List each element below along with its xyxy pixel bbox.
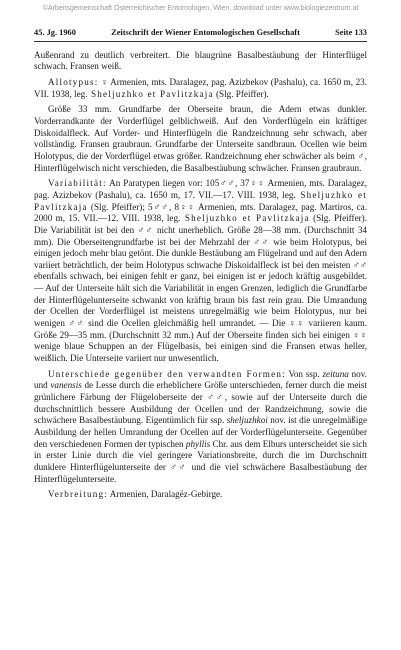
watermark: ©Arbeitsgemeinschaft Österreichischer Entomologen, Wien, download unter www.biologiezentrum.at bbox=[42, 3, 359, 12]
label-verbreitung: Verbreitung: bbox=[48, 489, 109, 500]
page bbox=[34, 27, 367, 501]
paragraph-allotypus: Allotypus: ♀ Armenien, mts. Daralagez, pag. Azizbekov (Pashalu), ca. 1650 m, 23. VII. 1938, leg. Sheljuzhko et Pavlitzkaja (Slg. Pfeiffer). bbox=[34, 76, 367, 99]
running-header bbox=[34, 27, 367, 42]
label-variabilitaet: Variabilität: bbox=[48, 178, 107, 189]
paragraph-unterschiede: Unterschiede gegenüber den verwandten Formen: Von ssp. zeituna nov. und vanensis de Lesse durch die erheblichere Größe unterschieden, ferner durch die meist grünlichere Färbung der Flügeloberseite der ♂♂, sowie auf der Unterseite durch die durchschnittlich bessere Ausbildung der Ocellen und der Randzeichnung, sowie die schwächere Basalbestäubung. Eigentümlich für ssp. sheljuzhkoi nov. ist die unregelmäßige Ausbildung der hellen Umrandung der Ocellen auf der Vorderflügelunterseite. Gegenüber den verschiedenen Formen der typischen phyllis Chr. aus dem Elburs unterscheidet sie sich in erster Linie durch die viel geringere Variationsbreite, durch die im Durchschnitt dunklere Hinterflügelunterseite der ♂♂ und die viel schwächere Basalbestäubung der Hinterflügelunterseite. bbox=[34, 368, 368, 484]
paragraph-1: Außenrand zu deutlich verbreitert. Die blaugrüne Basalbestäubung der Hinterflügel schwach. Fransen weiß. bbox=[34, 49, 367, 72]
label-allotypus: Allotypus: bbox=[48, 76, 99, 87]
paragraph-verbreitung: Verbreitung: Armenien, Daralagëz-Gebirge. bbox=[48, 489, 223, 500]
body-text bbox=[34, 50, 367, 501]
header-volume: 45. Jg. 1960 bbox=[34, 28, 76, 37]
header-journal: Zeitschrift der Wiener Entomologischen Gesellschaft bbox=[111, 28, 300, 37]
paragraph-variabilitaet: Variabilität: An Paratypen liegen vor: 105♂♂, 37♀♀ Armenien, mts. Daralagez, pag. Azizbekov (Pashalu), ca. 1650 m, 17. VII.—17. VIII. 1938, leg. Sheljuzhko et Pavlitzkaja (Slg. Pfeiffer); 5♂♂, 8♀♀ Armenien, mts. Daralagez, pag. Martiros, ca. 2000 m, 15. VII.—12. VIII. 1938, leg. Sheljuzhko et Pavlitzkaja (Slg. Pfeiffer). Die Variabilität ist bei den ♂♂ nicht unerheblich. Größe 28—38 mm. (Durchschnitt 34 mm). Die Oberseitengrundfarbe ist bei der Mehrzahl der ♂♂ wie beim Holotypus, bei einigen jedoch mehr blau getönt. Die dunkle Bestäubung am Flügelrand und auf den Adern variiert beträchtlich, der beim Holotypus schwache Diskoidalfleck ist bei den meisten ♂♂ ebenfalls schwach, bei einigen fehlt er ganz, bei einigen ist er jedoch kräftig ausgebildet. — Auf der Unterseite hält sich die Variabilität in engen Grenzen, lediglich die Grundfarbe der Hinterflügelunterseite schwankt von kräftig braun bis fast rein grau. Die Umrandung der Ocellen der Vorderflügel ist meistens unregelmäßig wie beim Holotypus, nur bei wenigen ♂♂ sind die Ocellen gleichmäßig hell umrandet. — Die ♀♀ variieren kaum. Größe 29—35 mm. (Durchschnitt 32 mm.) Auf der Oberseite finden sich bei einigen ♀♀ wenige blaue Schuppen an der Flügelbasis, bei einigen sind die Fransen etwas heller, weißlich. Die Unterseite variiert nur unwesentlich. bbox=[34, 178, 367, 364]
header-page-number: Seite 133 bbox=[335, 28, 367, 37]
paragraph-description: Größe 33 mm. Grundfarbe der Oberseite braun, die Adern etwas dunkler. Vorderrandkante der Vorderflügel gelblichweiß. Auf den Vorderflügeln ein kräftiger Diskoidalfleck. Auf Vorder- und Hinterflügeln die Randzeichnung sehr schwach, aber vollständig. Fransen graubraun. Grundfarbe der Unterseite sandbraun. Ocellen wie beim Holotypus, die der Vorderflügel etwas größer. Randzeichnung eher schwächer als beim ♂, Hinterflügelwisch nicht verschieden, die Basalbestäubung schwächer. Fransen graubraun. bbox=[34, 104, 367, 173]
label-unterschiede: Unterschiede gegenüber den verwandten Formen: bbox=[48, 368, 286, 379]
